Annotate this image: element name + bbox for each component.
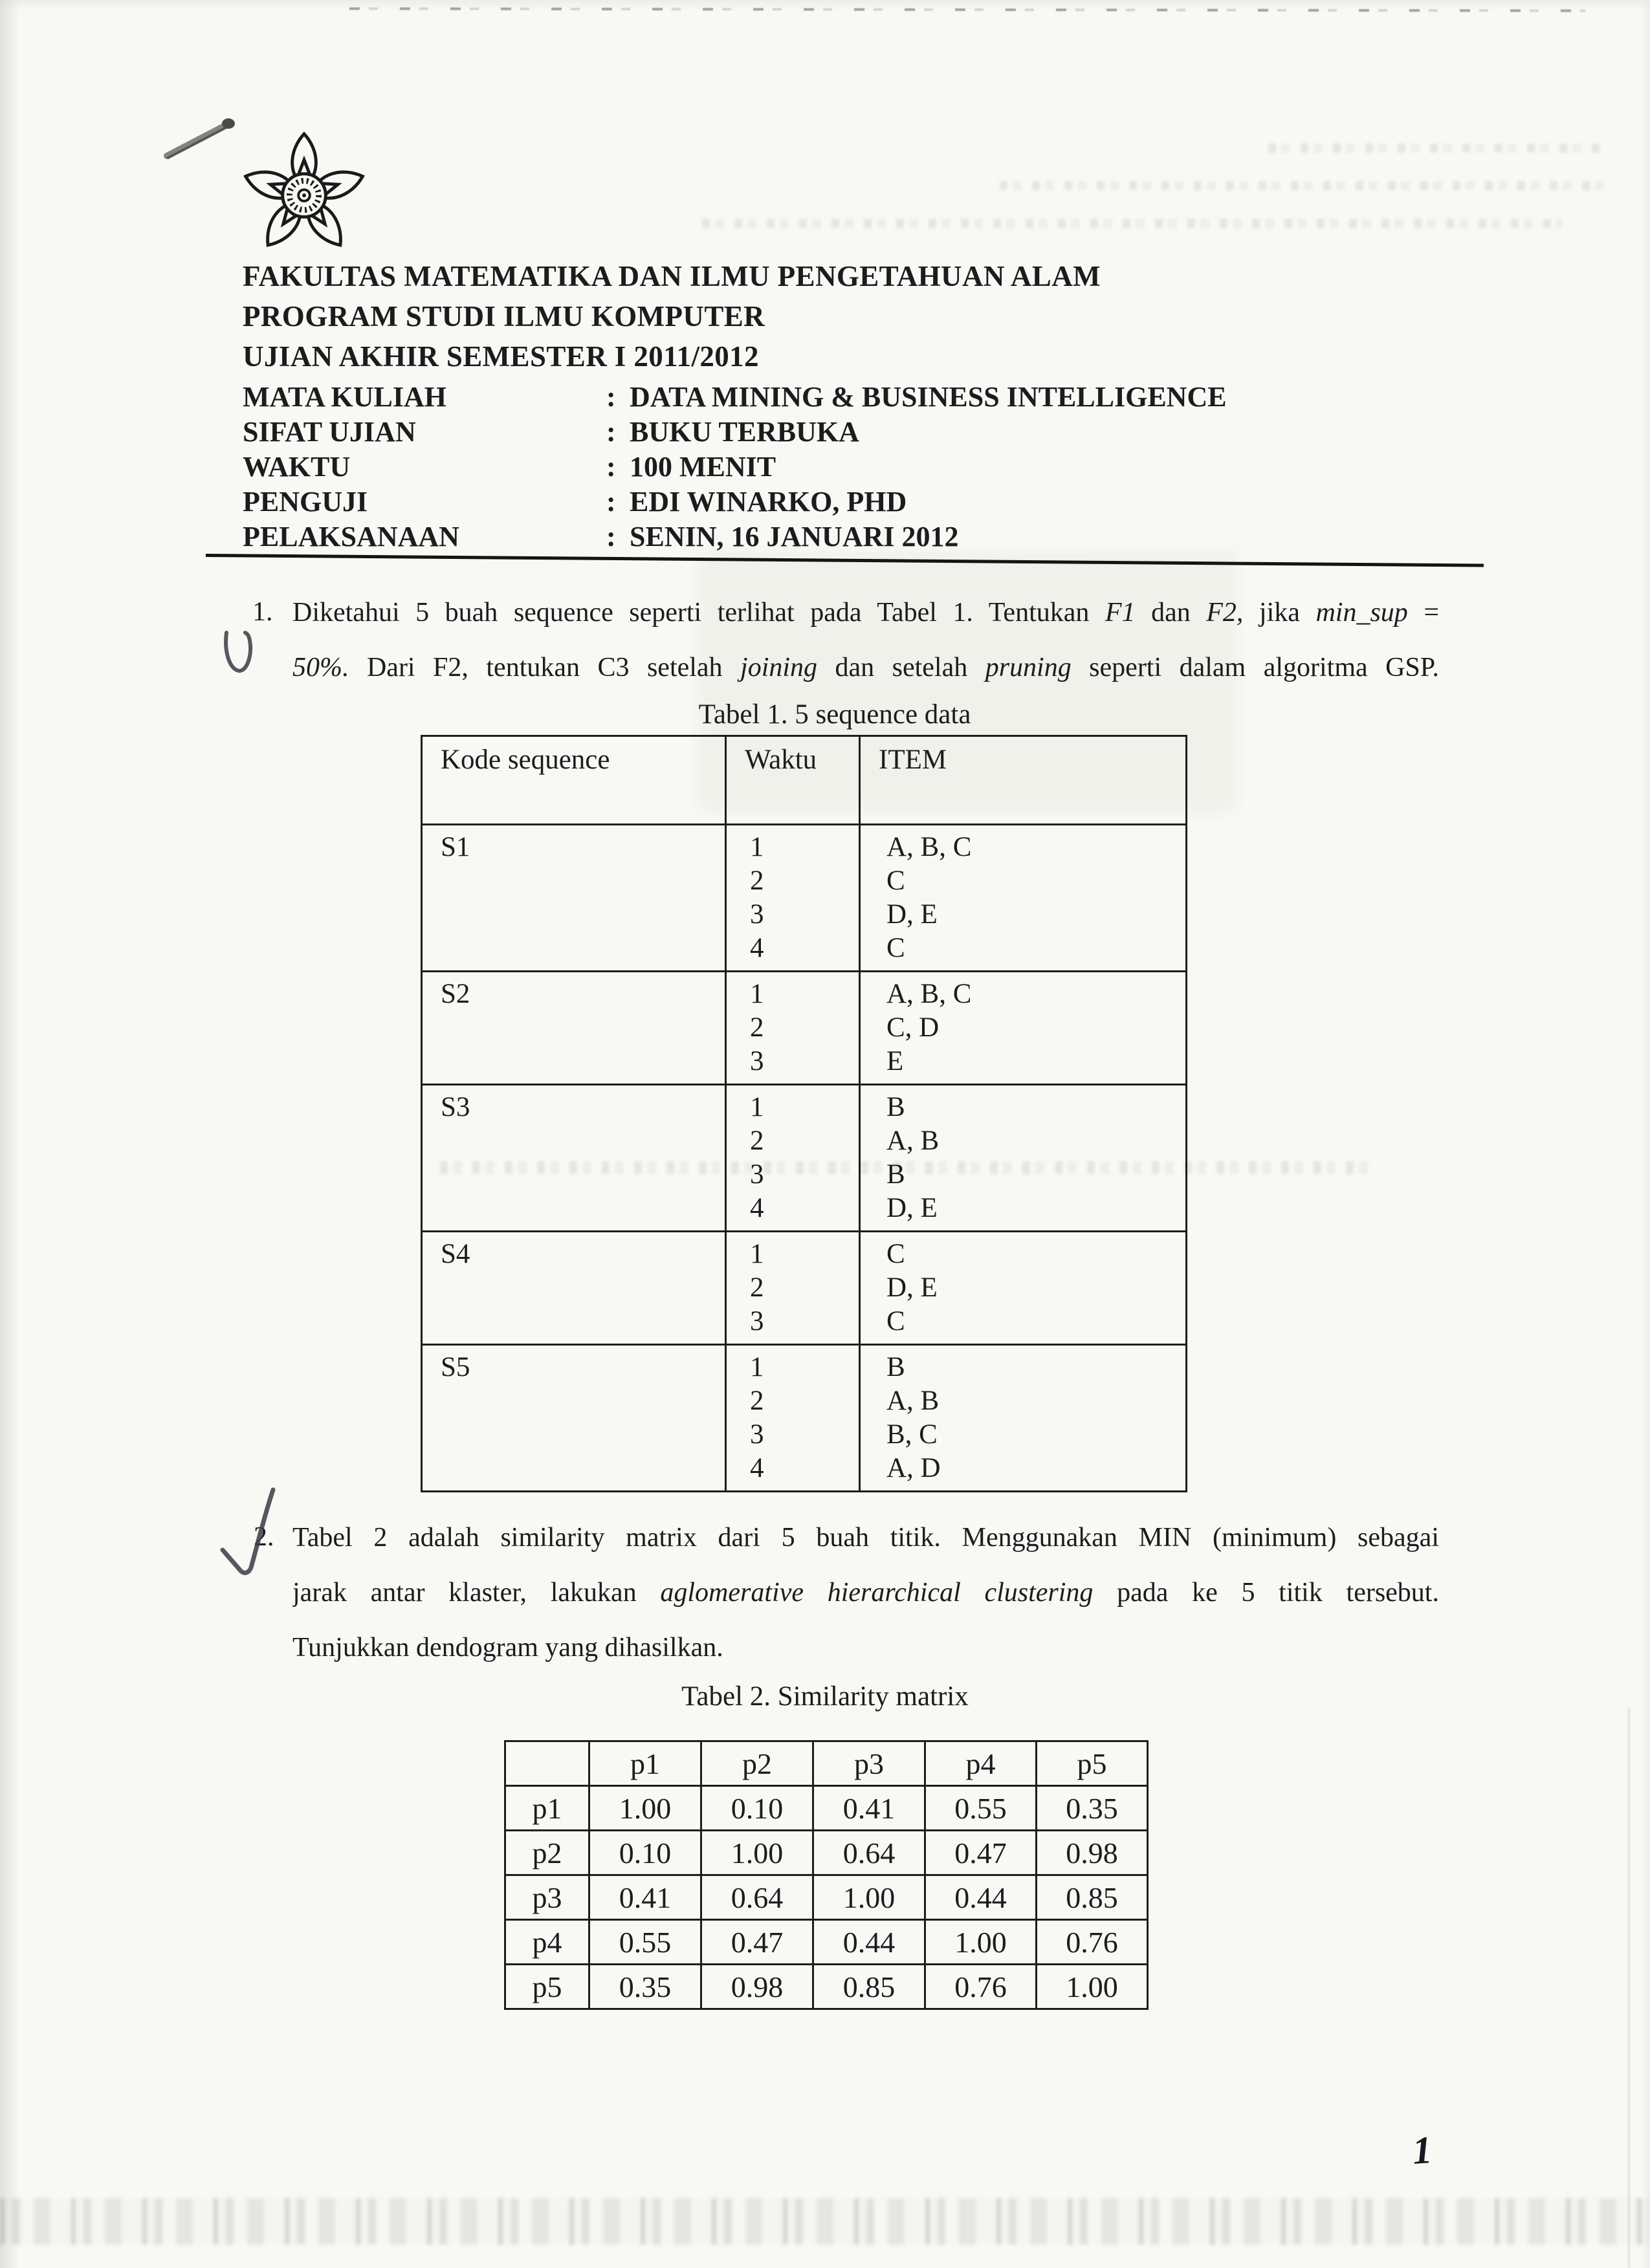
- course-info-value: EDI WINARKO, PHD: [630, 486, 907, 518]
- table2-row: [505, 1786, 1148, 1831]
- table2-header-cell: p5: [1037, 1741, 1148, 1786]
- table1-code-cell: S4: [422, 1232, 726, 1345]
- course-info-value: DATA MINING & BUSINESS INTELLIGENCE: [630, 381, 1227, 413]
- table1-waktu-line: 4: [750, 933, 764, 963]
- table2-value-cell: 0.10: [589, 1831, 701, 1875]
- bleed-through-text-line: [702, 219, 1563, 228]
- course-info-value: 100 MENIT: [630, 451, 776, 483]
- exam-title: UJIAN AKHIR SEMESTER I 2011/2012: [243, 340, 759, 373]
- table1-caption: Tabel 1. 5 sequence data: [698, 699, 971, 730]
- letterhead: [243, 256, 1101, 376]
- table1-row: [422, 1345, 1187, 1492]
- table1-waktu-line: 3: [750, 899, 764, 930]
- course-info-row: [243, 450, 1227, 485]
- scan-artifact-top-line: [349, 7, 1585, 12]
- table2-value-cell: 0.64: [701, 1875, 813, 1920]
- scan-artifact-edge-line: [1628, 1708, 1630, 2268]
- table2-header-cell: p2: [701, 1741, 813, 1786]
- table2-value-cell: 0.10: [701, 1786, 813, 1831]
- table1-waktu-cell: [726, 1345, 860, 1492]
- italic-term: joining: [740, 653, 818, 682]
- course-info-row: [243, 415, 1227, 450]
- table2-row: [505, 1831, 1148, 1875]
- table1-row: [422, 1232, 1187, 1345]
- table1-waktu-line: 3: [750, 1046, 764, 1076]
- table2-value-cell: 1.00: [589, 1786, 701, 1831]
- handwritten-checkmark-icon: [221, 626, 260, 679]
- table2-value-cell: 0.44: [925, 1875, 1037, 1920]
- course-info-row: [243, 520, 1227, 555]
- table2-header-cell: p4: [925, 1741, 1037, 1786]
- table1-waktu-line: 1: [750, 1239, 764, 1269]
- table1-body: [422, 825, 1187, 1492]
- text-segment: dan: [1135, 598, 1207, 627]
- table2-value-cell: 1.00: [925, 1920, 1037, 1965]
- table1-waktu-line: 2: [750, 1386, 764, 1416]
- table2-header-row: [505, 1741, 1148, 1786]
- course-info-label: SIFAT UJIAN: [243, 416, 416, 448]
- table2-row-label: p2: [505, 1831, 589, 1875]
- table1-row: [422, 972, 1187, 1085]
- text-segment: dan setelah: [817, 653, 985, 682]
- text-segment: pada ke 5 titik tersebut.: [1093, 1578, 1439, 1608]
- table1-header-cell: Waktu: [726, 736, 860, 825]
- table1-item-line: A, D: [886, 1453, 941, 1483]
- table1-header-row: [422, 736, 1187, 825]
- table1-item-cell: [860, 1085, 1187, 1232]
- table2-value-cell: 1.00: [1037, 1965, 1148, 2009]
- table2-row-label: p5: [505, 1965, 589, 2009]
- question-2-text: [292, 1521, 1439, 1686]
- table1-waktu-cell: [726, 972, 860, 1085]
- table1-item-line: C: [886, 933, 905, 963]
- question-line: [292, 1576, 1439, 1631]
- faculty-name: FAKULTAS MATEMATIKA DAN ILMU PENGETAHUAN ALAM: [243, 260, 1101, 292]
- table1-waktu-line: 2: [750, 1012, 764, 1043]
- table1-waktu-cell: [726, 825, 860, 972]
- question-1-text: [292, 596, 1439, 706]
- table2-value-cell: 0.47: [925, 1831, 1037, 1875]
- table1-waktu-line: 4: [750, 1453, 764, 1483]
- table1-header-cell: ITEM: [860, 736, 1187, 825]
- table1-header-cell: Kode sequence: [422, 736, 726, 825]
- text-segment: =: [1407, 598, 1439, 627]
- text-segment: seperti dalam algoritma GSP.: [1071, 653, 1439, 682]
- course-info-row: [243, 380, 1227, 415]
- course-info-colon: :: [606, 451, 616, 483]
- text-segment: Dari F2, tentukan C3 setelah: [349, 653, 741, 682]
- table1-waktu-line: 2: [750, 1272, 764, 1303]
- question-line: [292, 1631, 1439, 1686]
- table2-header-cell: p1: [589, 1741, 701, 1786]
- table1-waktu-line: 2: [750, 1126, 764, 1156]
- table2-value-cell: 0.76: [925, 1965, 1037, 2009]
- table1-item-cell: [860, 825, 1187, 972]
- text-segment: Tunjukkan dendogram yang dihasilkan.: [292, 1633, 723, 1663]
- table1-item-line: A, B: [886, 1126, 940, 1156]
- table2-header-cell: p3: [813, 1741, 925, 1786]
- table2-caption: Tabel 2. Similarity matrix: [681, 1681, 969, 1712]
- scan-artifact-bottom-band: [0, 2198, 1650, 2245]
- similarity-matrix-table: [504, 1740, 1149, 2010]
- table1-item-line: C, D: [886, 1012, 940, 1043]
- table2-row-label: p1: [505, 1786, 589, 1831]
- table2-value-cell: 0.98: [701, 1965, 813, 2009]
- table2-value-cell: 0.64: [813, 1831, 925, 1875]
- table2-corner-cell: [505, 1741, 589, 1786]
- italic-term: min_sup: [1315, 598, 1408, 627]
- program-name: PROGRAM STUDI ILMU KOMPUTER: [243, 300, 765, 333]
- table1-item-cell: [860, 1232, 1187, 1345]
- table1-row: [422, 1085, 1187, 1232]
- italic-term: aglomerative hierarchical clustering: [660, 1578, 1094, 1608]
- table1-item-line: B, C: [886, 1419, 938, 1450]
- table1-code-cell: S2: [422, 972, 726, 1085]
- university-logo-icon: [241, 128, 368, 263]
- table2-value-cell: 0.76: [1037, 1920, 1148, 1965]
- table2-header-row: [505, 1741, 1148, 1786]
- italic-term: F1: [1105, 598, 1136, 627]
- table2-value-cell: 0.41: [813, 1786, 925, 1831]
- course-info-label: MATA KULIAH: [243, 381, 446, 413]
- table2-value-cell: 0.85: [1037, 1875, 1148, 1920]
- staple-icon: [160, 115, 241, 164]
- table2-row: [505, 1965, 1148, 2009]
- table1-waktu-line: 3: [750, 1306, 764, 1336]
- course-info-row: [243, 485, 1227, 520]
- table1-waktu-line: 1: [750, 979, 764, 1009]
- course-info-value: BUKU TERBUKA: [630, 416, 859, 448]
- table2-value-cell: 0.47: [701, 1920, 813, 1965]
- table1-item-line: A, B, C: [886, 832, 972, 862]
- table1-code-cell: S5: [422, 1345, 726, 1492]
- table2-row: [505, 1875, 1148, 1920]
- table1-waktu-line: 3: [750, 1159, 764, 1190]
- course-info-block: [243, 380, 1227, 555]
- table2-row-label: p4: [505, 1920, 589, 1965]
- table1-item-line: A, B, C: [886, 979, 972, 1009]
- table2-value-cell: 1.00: [701, 1831, 813, 1875]
- italic-term: F2,: [1206, 598, 1244, 627]
- course-info-label: PENGUJI: [243, 486, 368, 518]
- bleed-through-text-line: [1000, 181, 1614, 190]
- table2-row: [505, 1920, 1148, 1965]
- table1-item-line: B: [886, 1159, 905, 1190]
- italic-term: pruning: [985, 653, 1072, 682]
- table1-row: [422, 825, 1187, 972]
- table1-waktu-line: 1: [750, 1092, 764, 1122]
- table1-item-line: A, B: [886, 1386, 940, 1416]
- table2-value-cell: 0.98: [1037, 1831, 1148, 1875]
- course-info-colon: :: [606, 416, 616, 448]
- sequence-data-table: [421, 735, 1187, 1492]
- table2-value-cell: 0.55: [589, 1920, 701, 1965]
- course-info-colon: :: [606, 521, 616, 552]
- text-segment: Diketahui 5 buah sequence seperti terlihat pada Tabel 1. Tentukan: [292, 598, 1105, 627]
- course-info-label: WAKTU: [243, 451, 351, 483]
- bleed-through-text-line: [1268, 144, 1605, 153]
- table1-item-line: D, E: [886, 1272, 938, 1303]
- table1-waktu-line: 3: [750, 1419, 764, 1450]
- table2-row-label: p3: [505, 1875, 589, 1920]
- handwritten-page-number: 1: [1411, 2128, 1434, 2172]
- course-info-value: SENIN, 16 JANUARI 2012: [630, 521, 959, 552]
- table1-code-cell: S3: [422, 1085, 726, 1232]
- table2-value-cell: 1.00: [813, 1875, 925, 1920]
- course-info-colon: :: [606, 486, 616, 518]
- table1-waktu-line: 4: [750, 1193, 764, 1223]
- table1-header-row: [422, 736, 1187, 825]
- table2-value-cell: 0.44: [813, 1920, 925, 1965]
- question-2-number: 2.: [254, 1522, 274, 1552]
- table1-waktu-line: 2: [750, 866, 764, 896]
- table1-item-line: B: [886, 1352, 905, 1382]
- table2-value-cell: 0.35: [1037, 1786, 1148, 1831]
- course-info-colon: :: [606, 381, 616, 413]
- course-info-label: PELAKSANAAN: [243, 521, 459, 552]
- text-segment: Tabel 2 adalah similarity matrix dari 5 buah titik. Menggunakan MIN (minimum) sebagai: [292, 1523, 1439, 1553]
- table2-value-cell: 0.55: [925, 1786, 1037, 1831]
- table1-item-line: C: [886, 1306, 905, 1336]
- table1-item-line: C: [886, 1239, 905, 1269]
- table1-item-line: B: [886, 1092, 905, 1122]
- text-segment: jarak antar klaster, lakukan: [292, 1578, 661, 1608]
- table1-item-line: E: [886, 1046, 904, 1076]
- table1-item-line: D, E: [886, 1193, 938, 1223]
- italic-term: 50%.: [292, 653, 349, 682]
- question-1-number: 1.: [252, 597, 273, 627]
- table1-code-cell: S1: [422, 825, 726, 972]
- table2-value-cell: 0.41: [589, 1875, 701, 1920]
- table1-item-line: D, E: [886, 899, 938, 930]
- table1-item-cell: [860, 1345, 1187, 1492]
- question-line: [292, 1521, 1439, 1576]
- table1-waktu-line: 1: [750, 832, 764, 862]
- table1-waktu-cell: [726, 1085, 860, 1232]
- table2-value-cell: 0.35: [589, 1965, 701, 2009]
- text-segment: jika: [1243, 598, 1316, 627]
- table2-value-cell: 0.85: [813, 1965, 925, 2009]
- table1-waktu-cell: [726, 1232, 860, 1345]
- table1-item-cell: [860, 972, 1187, 1085]
- table1-waktu-line: 1: [750, 1352, 764, 1382]
- handwritten-checkmark-icon: [214, 1485, 294, 1585]
- table1-item-line: C: [886, 866, 905, 896]
- question-line: [292, 596, 1439, 651]
- table2-body: [505, 1786, 1148, 2009]
